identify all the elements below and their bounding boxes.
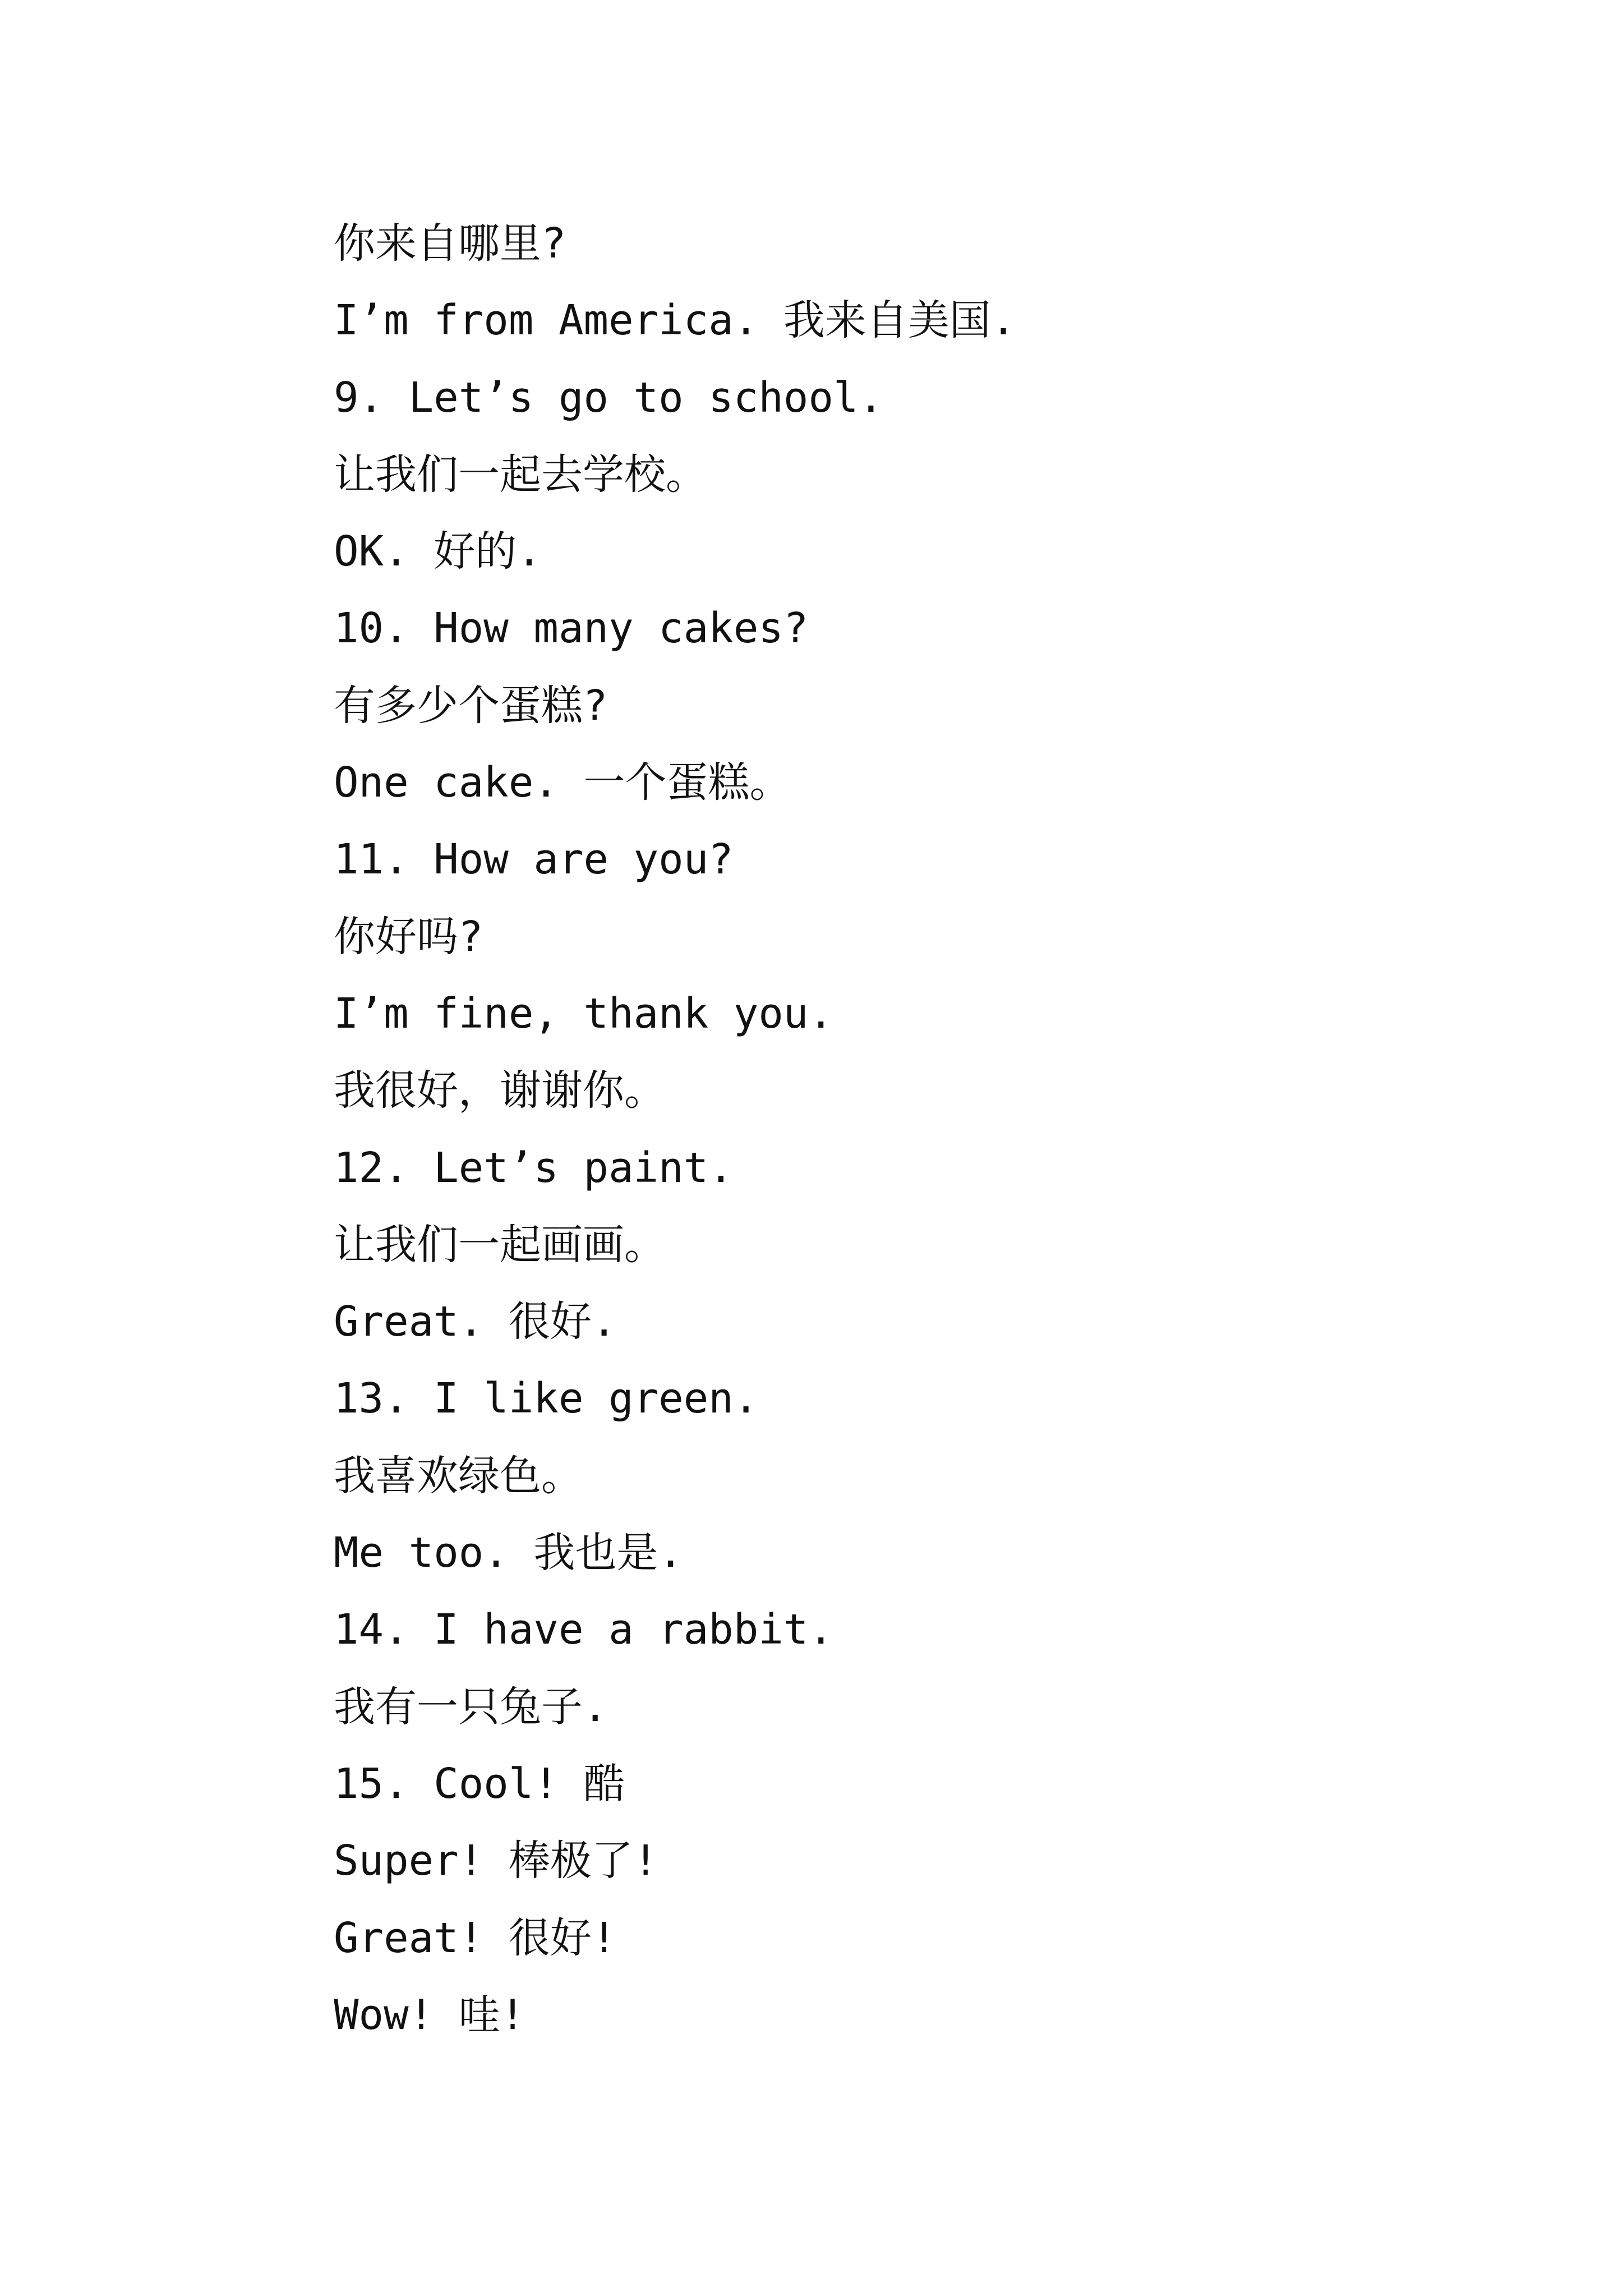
text-lines <box>334 215 1511 2064</box>
text-line: Super! 棒极了! <box>334 1837 658 1885</box>
text-line: 13. I like green. <box>334 1374 759 1423</box>
text-line: Wow! 哇! <box>334 1990 525 2039</box>
text-line: Great. 很好. <box>334 1297 617 1346</box>
text-line: 我很好，谢谢你。 <box>334 1066 666 1115</box>
text-line: 14. I have a rabbit. <box>334 1605 834 1654</box>
text-line: 你好吗? <box>334 912 483 961</box>
text-line: 让我们一起画画。 <box>334 1220 666 1269</box>
text-line: Me too. 我也是. <box>334 1529 683 1577</box>
text-line: 12. Let’s paint. <box>334 1143 734 1192</box>
text-line: 我喜欢绿色。 <box>334 1451 583 1500</box>
text-line: 9. Let’s go to school. <box>334 373 884 422</box>
text-line: OK. 好的. <box>334 527 542 576</box>
text-line: 你来自哪里? <box>334 219 566 268</box>
text-line: One cake. 一个蛋糕。 <box>334 758 791 807</box>
text-line: Great! 很好! <box>334 1913 617 1962</box>
text-line: 11. How are you? <box>334 835 734 884</box>
text-line: 10. How many cakes? <box>334 604 809 653</box>
text-line: 让我们一起去学校。 <box>334 450 707 499</box>
text-line: 我有一只兔子. <box>334 1682 608 1731</box>
text-line: 15. Cool! 酷 <box>334 1759 625 1808</box>
text-line: 有多少个蛋糕? <box>334 681 608 730</box>
text-line: I’m from America. 我来自美国. <box>334 296 1016 345</box>
text-line: I’m fine, thank you. <box>334 989 834 1038</box>
